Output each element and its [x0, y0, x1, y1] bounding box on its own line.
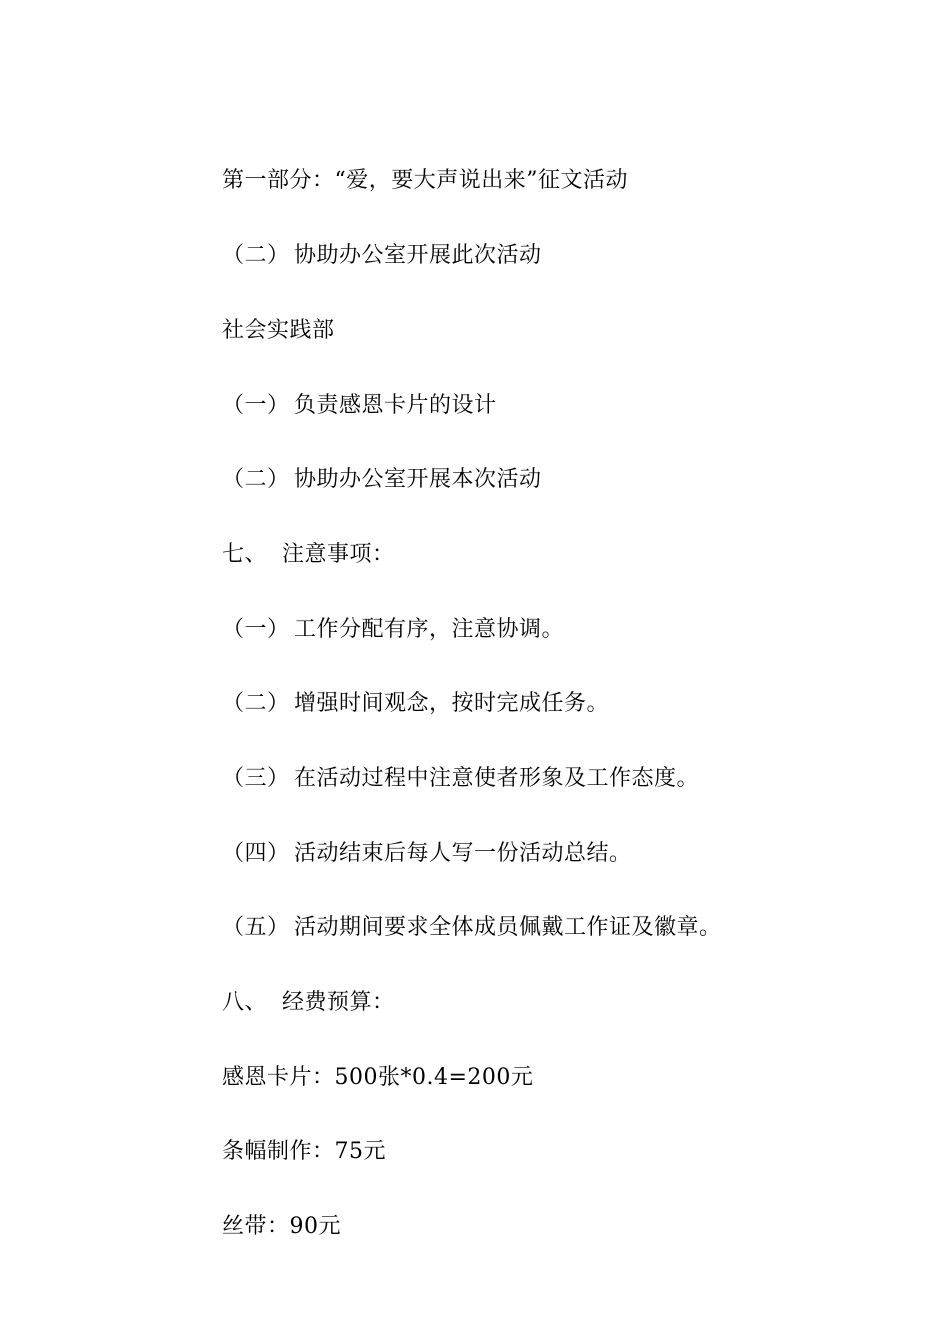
line-text: 活动期间要求全体成员佩戴工作证及徽章。	[293, 915, 722, 940]
line-text: 感恩卡片：500张*0.4=200元	[221, 1065, 534, 1090]
list-number: 八、	[221, 990, 267, 1015]
line-text: 负责感恩卡片的设计	[293, 393, 497, 418]
line-text: 增强时间观念，按时完成任务。	[293, 691, 609, 716]
line-text: 社会实践部	[221, 318, 335, 343]
list-number: （二）	[221, 467, 290, 492]
line-text: 经费预算：	[281, 990, 395, 1015]
list-number: （二）	[221, 243, 290, 268]
line-text: 活动结束后每人写一份活动总结。	[293, 841, 632, 866]
line-text: 注意事项：	[281, 542, 395, 567]
list-number: （五）	[221, 915, 290, 940]
line-text: 条幅制作：75元	[221, 1139, 386, 1164]
list-number: （一）	[221, 393, 290, 418]
list-number: （四）	[221, 841, 290, 866]
line-text: 工作分配有序，注意协调。	[293, 617, 564, 642]
line-text: 在活动过程中注意使者形象及工作态度。	[293, 766, 699, 791]
line-text: 协助办公室开展此次活动	[293, 243, 542, 268]
line-text: 丝带：90元	[221, 1214, 341, 1239]
list-number: 七、	[221, 542, 267, 567]
line-text: 协助办公室开展本次活动	[293, 467, 542, 492]
list-number: （二）	[221, 691, 290, 716]
list-number: （三）	[221, 766, 290, 791]
line-text: 第一部分：“爱，要大声说出来”征文活动	[221, 168, 628, 193]
budget-line	[192, 1182, 341, 1272]
list-number: （一）	[221, 617, 290, 642]
